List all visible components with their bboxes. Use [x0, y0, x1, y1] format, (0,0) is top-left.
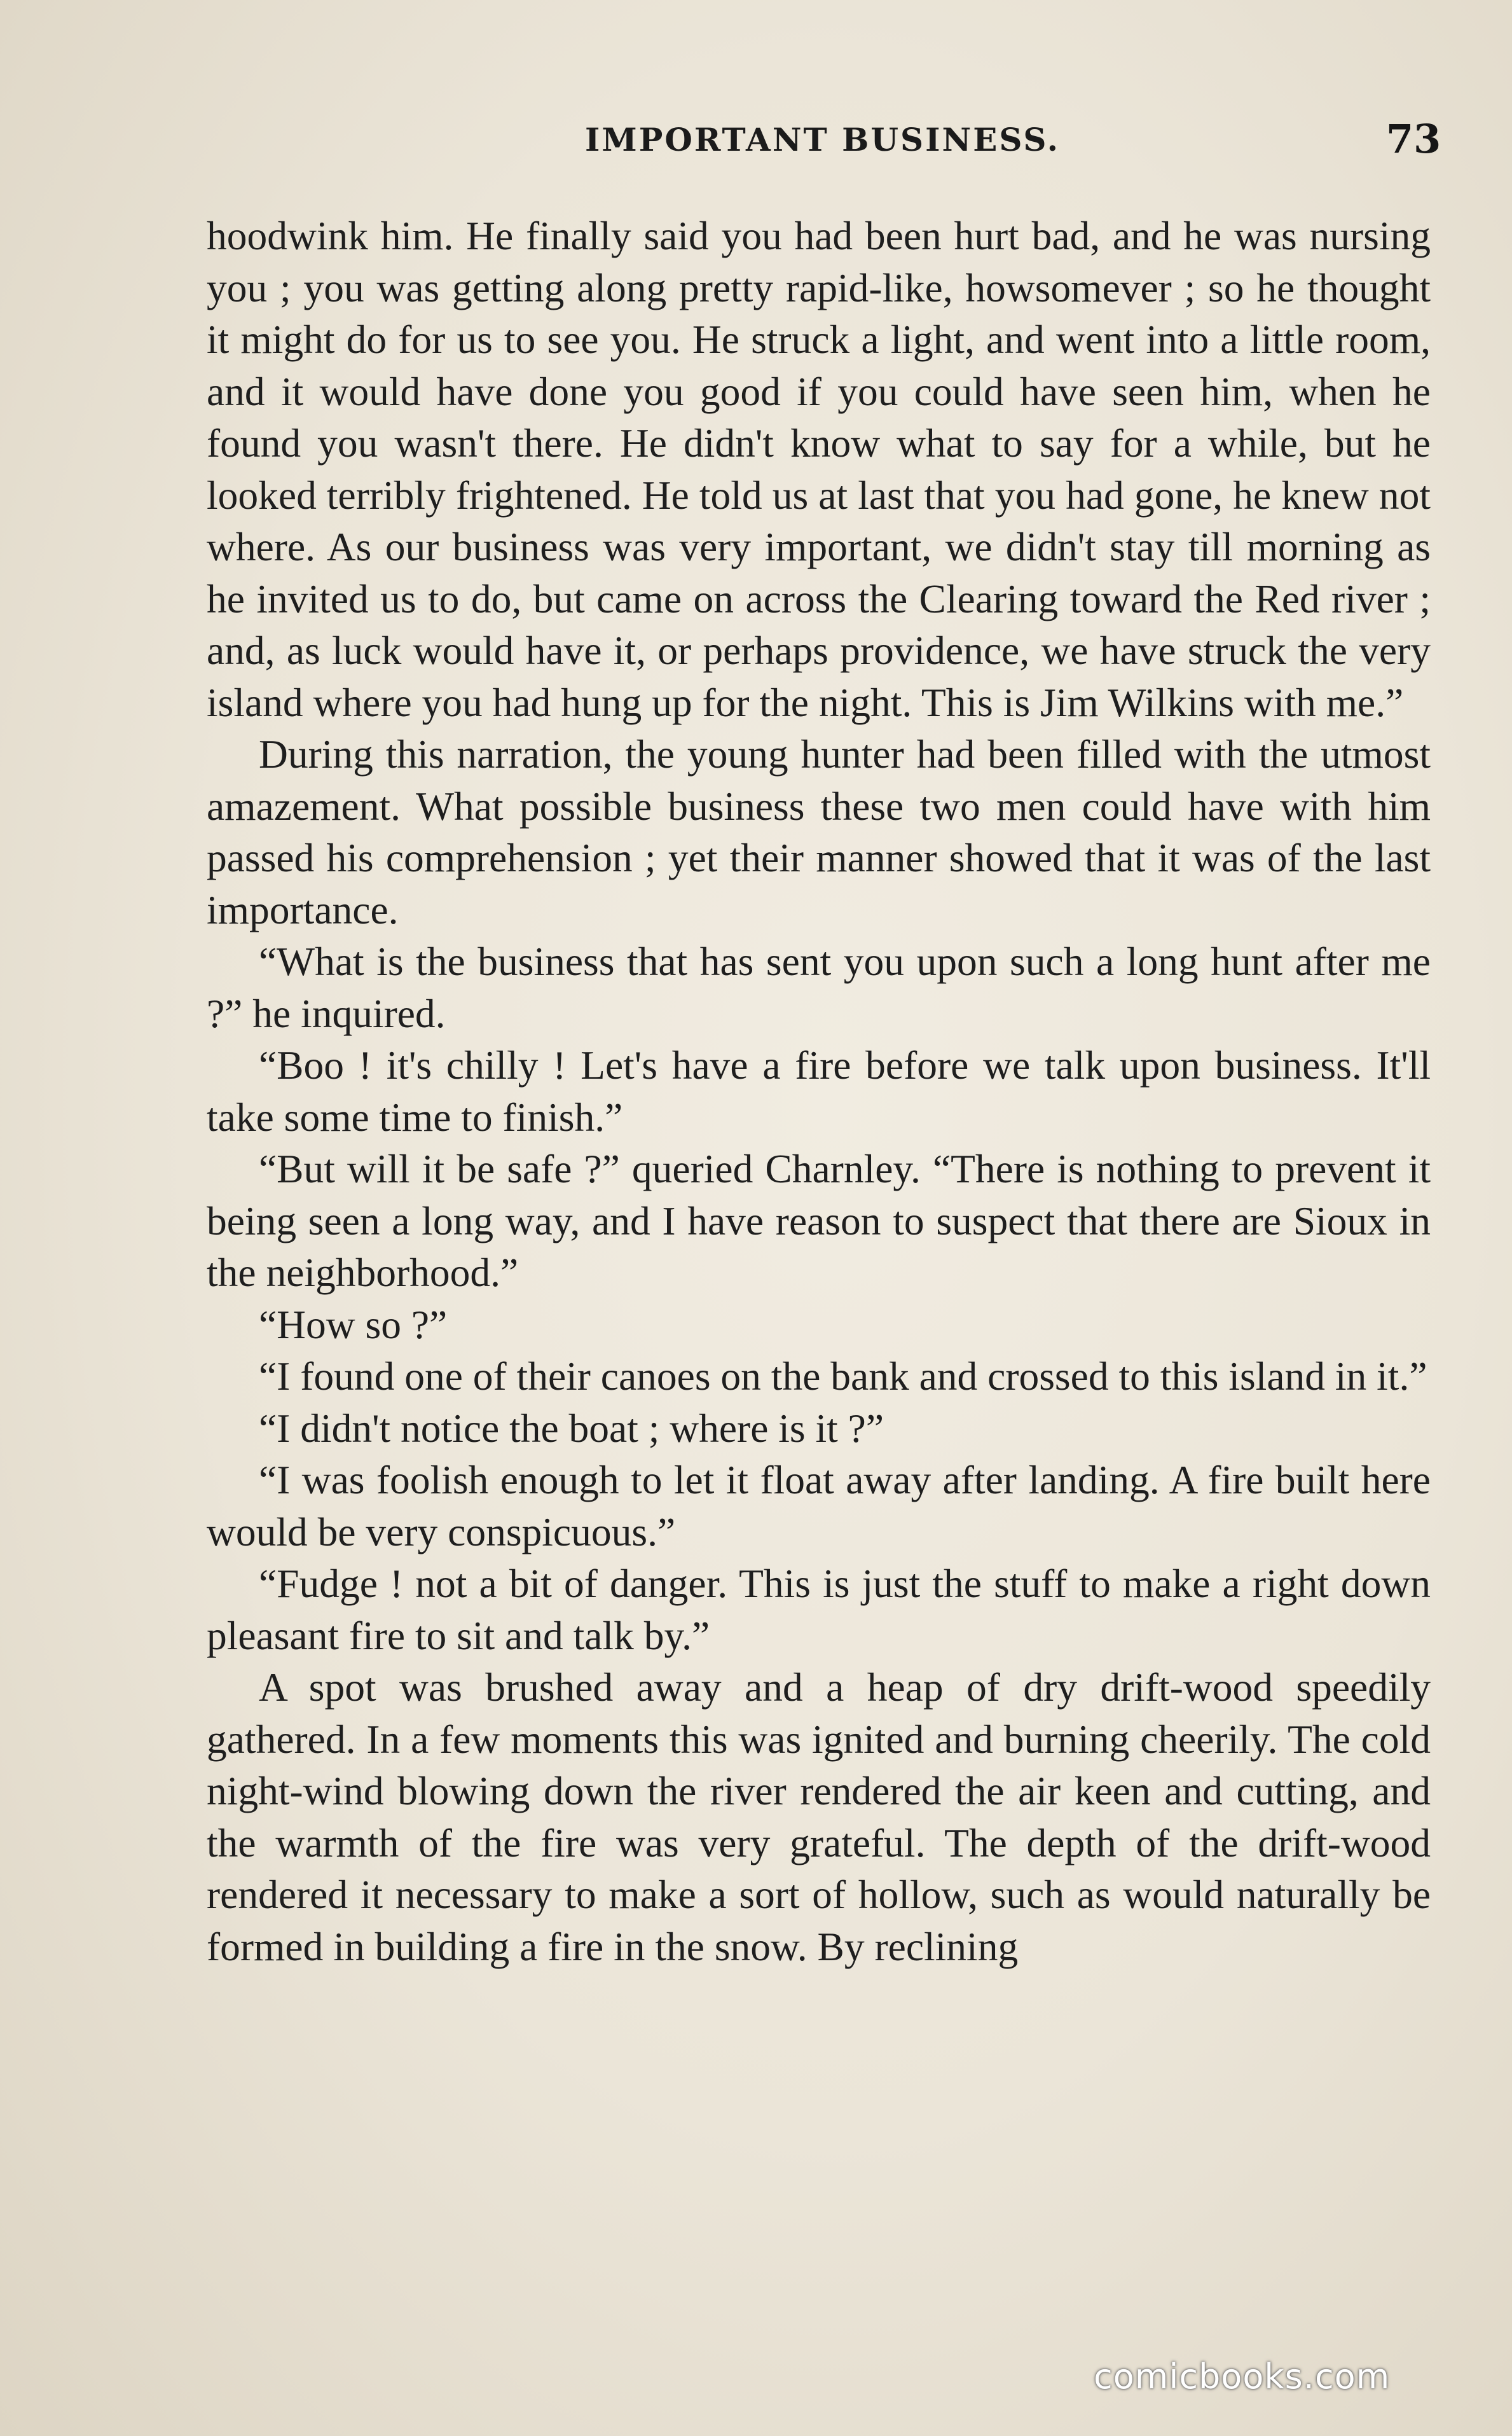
paragraph: “But will it be safe ?” queried Charnley. “There is nothing to prevent it being seen a long way, and I have reason to suspect that there are Sioux in the neighborhood.”: [207, 1146, 1431, 1295]
paragraph: “What is the business that has sent you upon such a long hunt after me ?” he inquired.: [207, 939, 1431, 1036]
watermark: comicbooks.com: [1094, 2356, 1391, 2397]
body-text: [207, 210, 1431, 1972]
paragraph: “How so ?”: [259, 1301, 448, 1347]
paragraph: “I found one of their canoes on the bank and crossed to this island in it.”: [259, 1353, 1427, 1399]
paragraph: “I didn't notice the boat ; where is it ?”: [259, 1405, 884, 1451]
paragraph: “Fudge ! not a bit of danger. This is just the stuff to make a right down pleasant fire to sit and talk by.”: [207, 1561, 1431, 1658]
paragraph: During this narration, the young hunter had been filled with the utmost amazement. What possible business these two men could have with him passed his comprehension ; yet their manner showed that it was of the last importance.: [207, 731, 1431, 932]
running-head-title: IMPORTANT BUSINESS.: [585, 121, 1061, 158]
paragraph: “I was foolish enough to let it float away after landing. A fire built here would be very conspicuous.”: [207, 1457, 1431, 1554]
paragraph: A spot was brushed away and a heap of dry drift-wood speedily gathered. In a few moments this was ignited and burning cheerily. The cold night-wind blowing down the river rendered the air keen and cutting, and the warmth of the fire was very grateful. The depth of the drift-wood rendered it necessary to make a sort of hollow, such as would naturally be formed in building a fire in the snow. By reclining: [207, 1664, 1431, 1969]
page-number: 73: [1386, 116, 1441, 162]
running-head: [0, 116, 1512, 165]
paragraph: “Boo ! it's chilly ! Let's have a fire before we talk upon business. It'll take some time to finish.”: [207, 1042, 1431, 1140]
paragraph: hoodwink him. He finally said you had been hurt bad, and he was nursing you ; you was getting along pretty rapid-like, howsomever ; so he thought it might do for us to see you. He struck a light, and went into a little room, and it would have done you good if you could have seen him, when he found you wasn't there. He didn't know what to say for a while, but he looked terribly frightened. He told us at last that you had gone, he knew not where. As our business was very important, we didn't stay till morning as he invited us to do, but came on across the Clearing toward the Red river ; and, as luck would have it, or perhaps providence, we have struck the very island where you had hung up for the night. This is Jim Wilkins with me.”: [207, 213, 1431, 725]
